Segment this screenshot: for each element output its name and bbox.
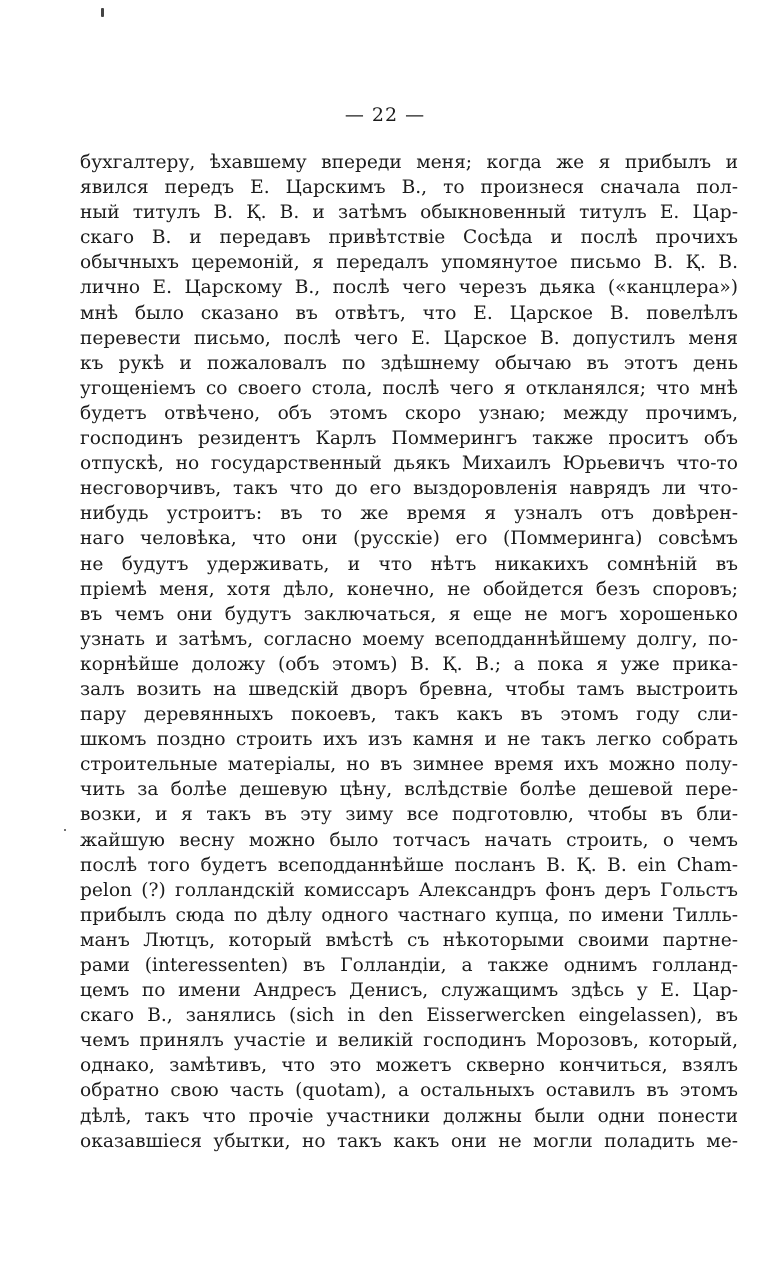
- text-line: послѣ того будетъ всеподданнѣйше посланъ В. Қ. В. ein Cham-: [80, 854, 738, 876]
- body-text: [80, 150, 738, 1154]
- text-line: угощеніемъ со своего стола, послѣ чего я откланялся; что мнѣ: [80, 377, 738, 399]
- text-line: перевести письмо, послѣ чего Е. Царское В. допустилъ меня: [80, 327, 738, 349]
- text-line: корнѣйше доложу (объ этомъ) В. Қ. В.; а пока я уже прика-: [80, 653, 738, 675]
- text-line: скаго В. и передавъ привѣтствіе Сосѣда и послѣ прочихъ: [80, 227, 738, 249]
- text-line: мнѣ было сказано въ отвѣтъ, что Е. Царское В. повелѣлъ: [80, 302, 738, 324]
- text-line: строительные матеріалы, но въ зимнее время ихъ можно полу-: [80, 754, 738, 776]
- page-number: — 22 —: [344, 104, 426, 126]
- text-line: нибудь устроитъ: въ то же время я узналъ отъ довѣрен-: [80, 503, 738, 525]
- text-line: обратно свою часть (quotam), а остальныхъ оставилъ въ этомъ: [80, 1080, 738, 1102]
- text-line: не будутъ удерживать, и что нѣтъ никакихъ сомнѣній въ: [80, 553, 738, 575]
- text-line: скаго В., занялись (sich in den Eisserwercken eingelassen), въ: [80, 1005, 738, 1027]
- text-line: чить за болѣе дешевую цѣну, вслѣдствіе болѣе дешевой пере-: [80, 779, 738, 801]
- text-line: дѣлѣ, такъ что прочіе участники должны были одни понести: [80, 1105, 738, 1127]
- text-line: рами (interessenten) въ Голландіи, а также однимъ голланд-: [80, 955, 738, 976]
- text-line: въ чемъ они будутъ заключаться, я еще не могъ хорошенько: [80, 603, 738, 625]
- text-line: ный титулъ В. Қ. В. и затѣмъ обыкновенный титулъ Е. Цар-: [80, 202, 738, 224]
- text-line: будетъ отвѣчено, объ этомъ скоро узнаю; между прочимъ,: [80, 402, 738, 424]
- ink-speck-margin: [64, 829, 66, 831]
- text-line: чемъ принялъ участіе и великій господинъ Морозовъ, который,: [80, 1030, 738, 1052]
- text-line: господинъ резидентъ Карлъ Поммерингъ также проситъ объ: [80, 428, 738, 450]
- text-line: однако, замѣтивъ, что это можетъ скверно кончиться, взялъ: [80, 1055, 738, 1077]
- text-line: бухгалтеру, ѣхавшему впереди меня; когда же я прибылъ и: [80, 152, 738, 173]
- text-line: прибылъ сюда по дѣлу одного частнаго купца, по имени Тилль-: [80, 904, 738, 926]
- text-line: шкомъ поздно строить ихъ изъ камня и не такъ легко собрать: [80, 729, 738, 751]
- text-line: лично Е. Царскому В., послѣ чего черезъ дьяка («канцлера»): [80, 277, 738, 299]
- text-line: цемъ по имени Андресъ Денисъ, служащимъ здѣсь у Е. Цар-: [80, 980, 738, 1002]
- text-line: оказавшіеся убытки, но такъ какъ они не могли поладить ме-: [80, 1130, 738, 1152]
- text-line: отпускѣ, но государственный дьякъ Михаилъ Юрьевичъ что-то: [80, 453, 738, 475]
- text-line: наго человѣка, что они (русскіе) его (Поммеринга) совсѣмъ: [80, 528, 738, 550]
- text-line: манъ Лютцъ, который вмѣстѣ съ нѣкоторыми своими партне-: [80, 929, 738, 951]
- text-line: несговорчивъ, такъ что до его выздоровленія наврядъ ли что-: [80, 478, 738, 500]
- text-line: жайшую весну можно было тотчасъ начать строить, о чемъ: [80, 829, 738, 851]
- text-line: pelon (?) голландскій комиссаръ Александръ фонъ деръ Гольстъ: [80, 879, 738, 901]
- text-line: обычныхъ церемоній, я передалъ упомянутое письмо В. Қ. В.: [80, 252, 738, 274]
- text-line: пару деревянныхъ покоевъ, такъ какъ въ этомъ году сли-: [80, 704, 738, 726]
- text-line: залъ возить на шведскій дворъ бревна, чтобы тамъ выстроить: [80, 678, 738, 700]
- text-line: явился передъ Е. Царскимъ В., то произнеся сначала пол-: [80, 177, 738, 199]
- ink-speck-top: [101, 8, 104, 17]
- text-line: пріемѣ меня, хотя дѣло, конечно, не обойдется безъ споровъ;: [80, 578, 738, 600]
- text-line: къ рукѣ и пожаловалъ по здѣшнему обычаю въ этотъ день: [80, 352, 738, 374]
- text-line: узнать и затѣмъ, согласно моему всеподданнѣйшему долгу, по-: [80, 628, 738, 650]
- text-line: возки, и я такъ въ эту зиму все подготовлю, чтобы въ бли-: [80, 804, 738, 826]
